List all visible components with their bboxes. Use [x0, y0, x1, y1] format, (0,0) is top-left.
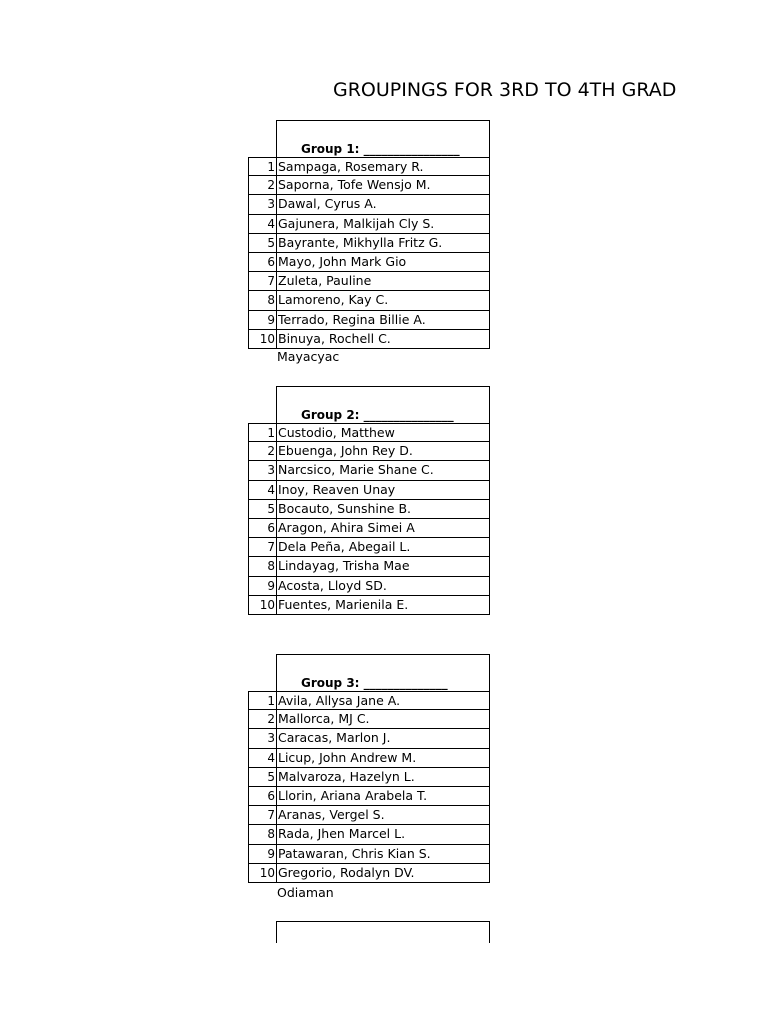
- member-name: Sampaga, Rosemary R.: [278, 159, 424, 174]
- row-number: 3: [249, 729, 277, 747]
- member-row: [248, 253, 490, 272]
- member-name: Fuentes, Marienila E.: [278, 596, 409, 612]
- member-name: Zuleta, Pauline: [278, 273, 372, 289]
- row-number: 3: [249, 195, 277, 213]
- row-number: 1: [249, 158, 277, 175]
- member-row: [248, 864, 490, 883]
- row-number: 2: [249, 442, 277, 460]
- row-number: 7: [249, 806, 277, 824]
- member-name: Bocauto, Sunshine B.: [278, 500, 411, 516]
- member-row: [248, 311, 490, 330]
- group-header-label: Group 3: ______________: [301, 676, 448, 690]
- member-row: [248, 157, 490, 176]
- member-name: Llorin, Ariana Arabela T.: [278, 787, 428, 803]
- member-row: [248, 596, 490, 615]
- member-row: [248, 234, 490, 253]
- member-row: [248, 710, 490, 729]
- group-header-cell: [276, 386, 490, 424]
- member-list: [248, 691, 490, 883]
- member-row: [248, 272, 490, 291]
- member-name: Licup, John Andrew M.: [278, 749, 417, 765]
- member-row: [248, 749, 490, 768]
- member-name: Aragon, Ahira Simei A: [278, 519, 415, 535]
- name-overflow-text: Mayacyac: [277, 349, 340, 364]
- member-name: Dela Peña, Abegail L.: [278, 539, 411, 555]
- member-name: Aranas, Vergel S.: [278, 807, 385, 823]
- member-row: [248, 691, 490, 710]
- row-number: 4: [249, 749, 277, 767]
- row-number: 10: [249, 864, 277, 882]
- group-header-cell: [276, 120, 490, 158]
- member-name: Dawal, Cyrus A.: [278, 196, 377, 212]
- member-row: [248, 557, 490, 576]
- group-header-label: Group 1: ________________: [301, 142, 460, 156]
- name-overflow-text: Odiaman: [277, 885, 334, 900]
- row-number: 2: [249, 176, 277, 194]
- member-row: [248, 176, 490, 195]
- member-name: Narcsico, Marie Shane C.: [278, 462, 434, 478]
- row-number: 9: [249, 577, 277, 595]
- row-number: 6: [249, 253, 277, 271]
- row-number: 8: [249, 825, 277, 843]
- row-number: 5: [249, 500, 277, 518]
- row-number: 5: [249, 234, 277, 252]
- member-row: [248, 538, 490, 557]
- member-name: Saporna, Tofe Wensjo M.: [278, 177, 431, 193]
- member-row: [248, 500, 490, 519]
- member-row: [248, 330, 490, 349]
- member-name: Bayrante, Mikhylla Fritz G.: [278, 234, 443, 250]
- member-row: [248, 519, 490, 538]
- next-group-header-partial: [276, 921, 490, 943]
- member-row: [248, 291, 490, 310]
- member-name: Patawaran, Chris Kian S.: [278, 845, 431, 861]
- member-name: Acosta, Lloyd SD.: [278, 577, 387, 593]
- row-number: 7: [249, 538, 277, 556]
- member-row: [248, 768, 490, 787]
- member-name: Inoy, Reaven Unay: [278, 481, 396, 497]
- member-name: Custodio, Matthew: [278, 425, 395, 440]
- row-number: 6: [249, 787, 277, 805]
- row-number: 3: [249, 461, 277, 479]
- row-number: 8: [249, 291, 277, 309]
- member-name: Binuya, Rochell C.: [278, 330, 391, 346]
- member-name: Caracas, Marlon J.: [278, 730, 391, 746]
- member-row: [248, 481, 490, 500]
- member-name: Lindayag, Trisha Mae: [278, 558, 410, 574]
- member-name: Gajunera, Malkijah Cly S.: [278, 215, 435, 231]
- row-number: 4: [249, 481, 277, 499]
- row-number: 10: [249, 596, 277, 614]
- member-row: [248, 787, 490, 806]
- member-name: Terrado, Regina Billie A.: [278, 311, 426, 327]
- member-name: Lamoreno, Kay C.: [278, 292, 389, 308]
- member-name: Avila, Allysa Jane A.: [278, 693, 401, 708]
- member-list: [248, 423, 490, 615]
- member-name: Gregorio, Rodalyn DV.: [278, 864, 415, 880]
- member-row: [248, 845, 490, 864]
- member-row: [248, 825, 490, 844]
- member-name: Mayo, John Mark Gio: [278, 253, 407, 269]
- row-number: 9: [249, 845, 277, 863]
- member-name: Malvaroza, Hazelyn L.: [278, 768, 415, 784]
- row-number: 5: [249, 768, 277, 786]
- member-row: [248, 577, 490, 596]
- row-number: 1: [249, 692, 277, 709]
- member-list: [248, 157, 490, 349]
- member-row: [248, 729, 490, 748]
- row-number: 1: [249, 424, 277, 441]
- row-number: 9: [249, 311, 277, 329]
- group-header-cell: [276, 654, 490, 692]
- member-name: Mallorca, MJ C.: [278, 711, 370, 727]
- row-number: 10: [249, 330, 277, 348]
- member-row: [248, 423, 490, 442]
- member-row: [248, 806, 490, 825]
- page-title: GROUPINGS FOR 3RD TO 4TH GRAD: [333, 79, 677, 101]
- row-number: 2: [249, 710, 277, 728]
- member-name: Ebuenga, John Rey D.: [278, 443, 413, 459]
- row-number: 7: [249, 272, 277, 290]
- member-row: [248, 461, 490, 480]
- group-header-label: Group 2: _______________: [301, 408, 454, 422]
- row-number: 4: [249, 215, 277, 233]
- member-row: [248, 195, 490, 214]
- member-row: [248, 442, 490, 461]
- row-number: 8: [249, 557, 277, 575]
- row-number: 6: [249, 519, 277, 537]
- member-row: [248, 215, 490, 234]
- member-name: Rada, Jhen Marcel L.: [278, 826, 406, 842]
